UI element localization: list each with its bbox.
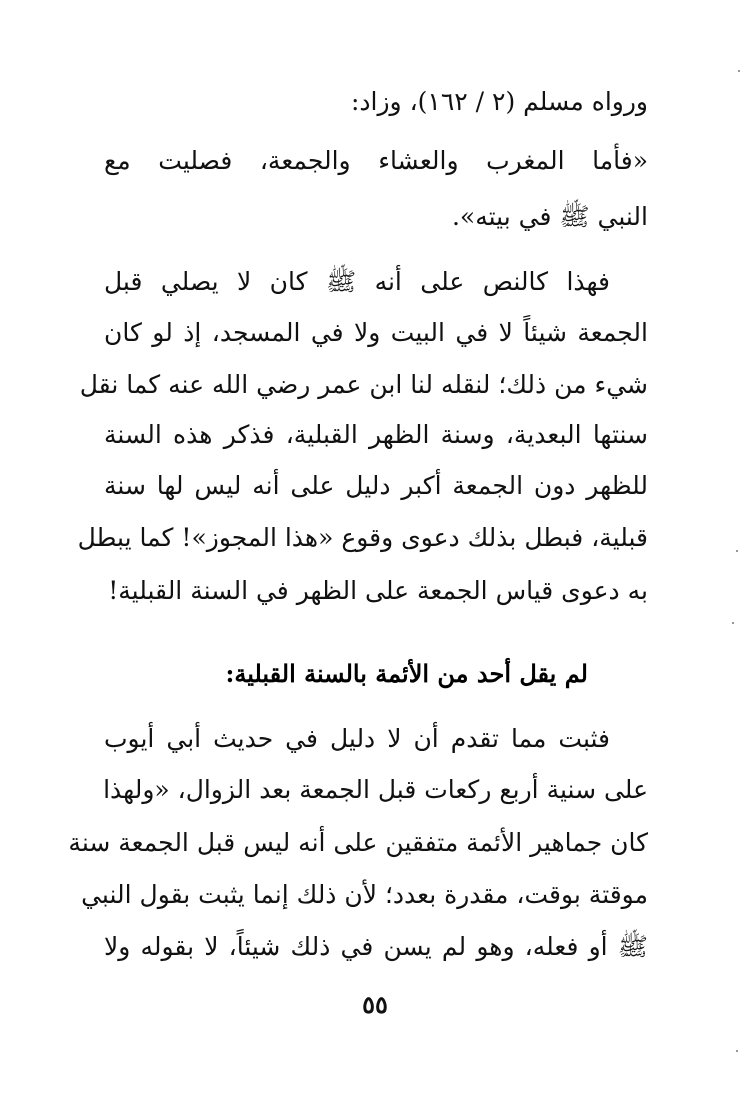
text-line-6: شيء من ذلك؛ لنقله لنا ابن عمر رضي الله عنه كما نقل [79,370,648,399]
page-number: ٥٥ [362,990,388,1019]
text-line-7: سنتها البعدية، وسنة الظهر القبلية، فذكر هذه السنة [104,420,648,449]
text-line-13: كان جماهير الأئمة متفقين على أنه ليس قبل الجمعة سنة [68,828,648,857]
text-line-14: موقتة بوقت، مقدرة بعدد؛ لأن ذلك إنما يثبت بقول النبي [81,880,648,909]
scan-speck [738,70,740,72]
text-line-1: ورواه مسلم (٢ / ١٦٢)، وزاد: [350,87,648,116]
text-line-15: ﷺ أو فعله، وهو لم يسن في ذلك شيئاً، لا بقوله ولا [104,932,648,961]
text-line-5: الجمعة شيئاً لا في البيت ولا في المسجد، إذ لو كان [104,318,648,347]
scan-speck [732,622,734,624]
section-heading: لم يقل أحد من الأئمة بالسنة القبلية: [225,659,588,688]
text-line-3: النبي ﷺ في بيته». [451,202,648,231]
text-line-10: به دعوى قياس الجمعة على الظهر في السنة القبلية! [108,576,648,605]
text-line-2: «فأما المغرب والعشاء والجمعة، فصليت مع [104,146,648,175]
text-line-12: على سنية أربع ركعات قبل الجمعة بعد الزوال، «ولهذا [103,775,648,804]
text-line-11: فثبت مما تقدم أن لا دليل في حديث أبي أيوب [104,724,610,753]
scan-speck [736,1050,738,1052]
text-line-8: للظهر دون الجمعة أكبر دليل على أنه ليس لها سنة [104,471,648,500]
scan-speck [736,550,738,552]
text-line-9: قبلية، فبطل بذلك دعوى وقوع «هذا المجوز»! كما يبطل [77,523,648,552]
text-line-4: فهذا كالنص على أنه ﷺ كان لا يصلي قبل [104,267,610,296]
